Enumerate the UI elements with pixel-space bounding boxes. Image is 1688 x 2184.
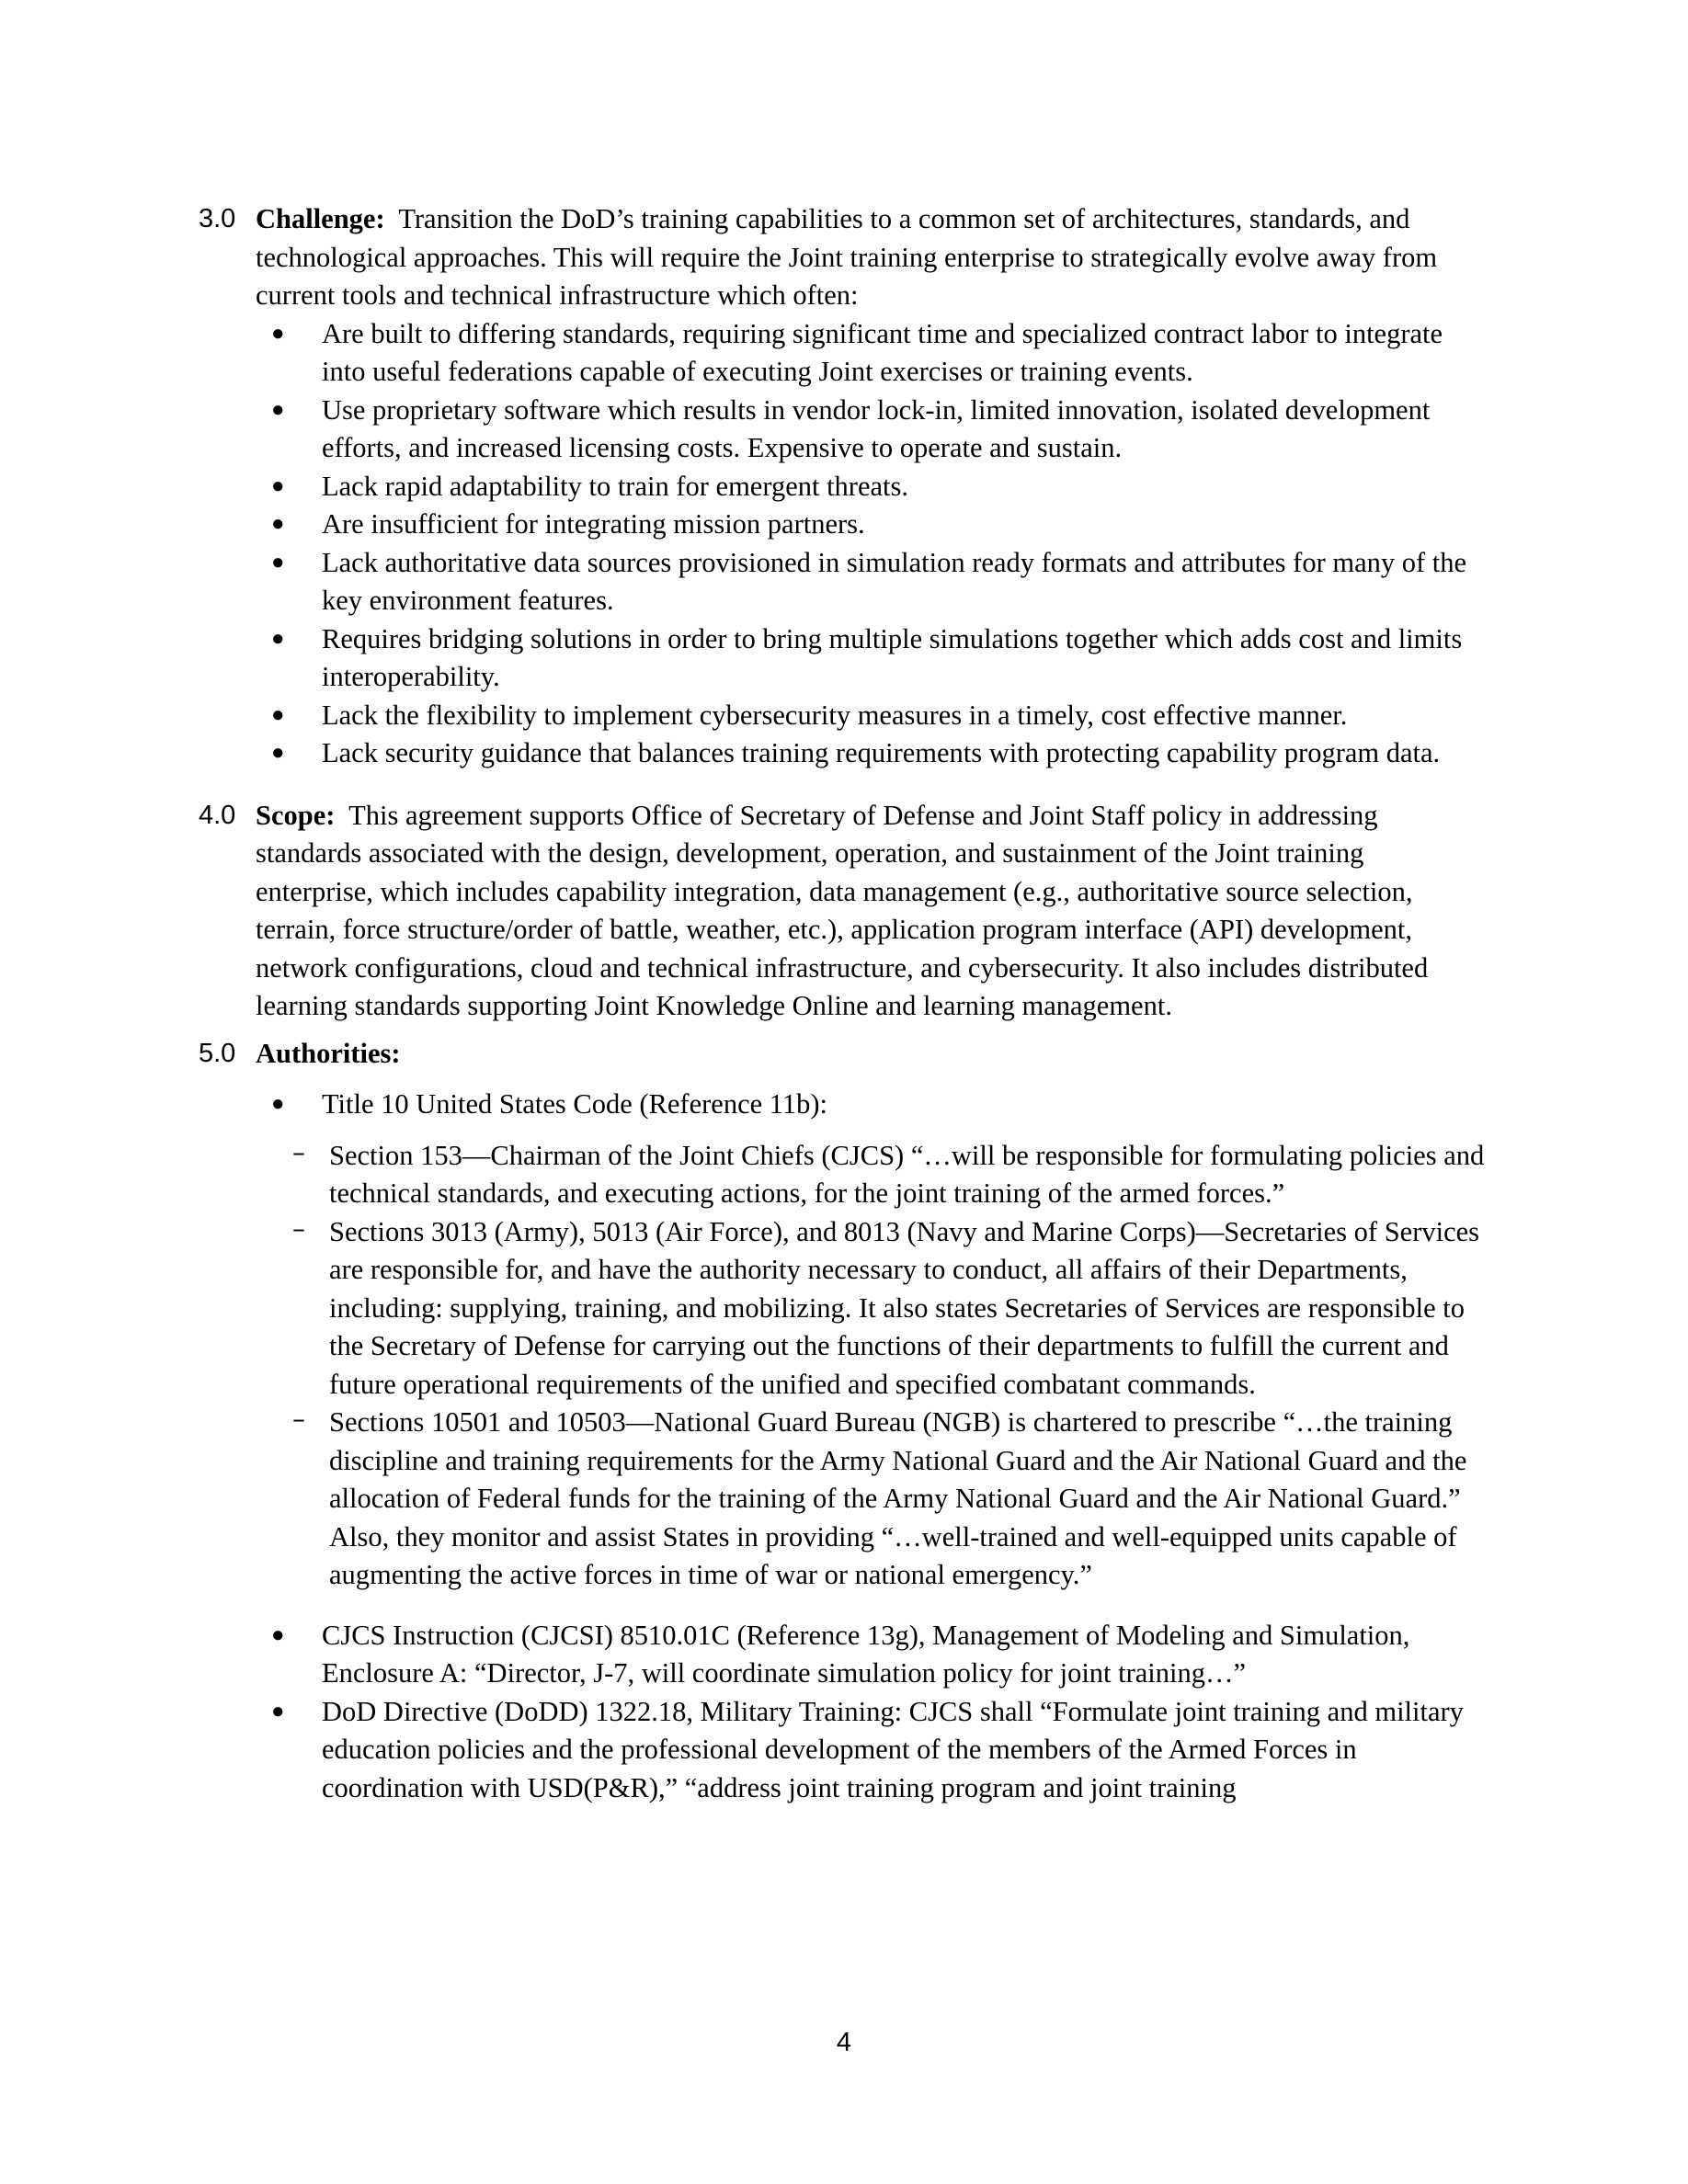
section-title: Authorities:: [256, 1037, 401, 1069]
list-item-text: Title 10 United States Code (Reference 11b):: [322, 1088, 828, 1120]
list-item: [256, 734, 1486, 773]
bullet-icon: ●: [271, 1699, 285, 1723]
page-number: 4: [836, 2028, 852, 2057]
dash-icon: –: [292, 1136, 305, 1167]
bullet-icon: ●: [271, 321, 285, 346]
bullet-icon: ●: [271, 397, 285, 422]
section-authorities: [199, 1035, 1486, 1808]
authorities-bullet-list: [256, 1086, 1486, 1807]
list-item-text: Are insufficient for integrating mission partners.: [322, 508, 865, 540]
bullet-icon: ●: [271, 626, 285, 651]
sub-list-item-text: Section 153—Chairman of the Joint Chiefs (CJCS) “…will be responsible for formulating policies and technical standards, and executing actions, for the joint training of the armed forces.”: [329, 1139, 1485, 1209]
section-number: 5.0: [199, 1038, 236, 1068]
list-item-text: Are built to differing standards, requiring significant time and specialized contract labor to integrate into useful federations capable of executing Joint exercises or training events.: [322, 317, 1443, 387]
bullet-icon: ●: [271, 550, 285, 574]
sub-list-item: [292, 1404, 1486, 1595]
title10-sublist: [292, 1137, 1486, 1595]
sub-list-item: [292, 1137, 1486, 1213]
section-challenge: [199, 200, 1486, 773]
section-title: Scope:: [256, 799, 336, 831]
sub-list-item-text: Sections 3013 (Army), 5013 (Air Force), and 8013 (Navy and Marine Corps)—Secretaries of Services are responsible for, and have the authority necessary to conduct, all affairs of their Departments, including: supplying, training, and mobilizing. It also states Secretaries of Services are responsible to the Secretary of Defense for carrying out the functions of their departments to fulfill the current and future operational requirements of the unified and specified combatant commands.: [329, 1215, 1480, 1400]
bullet-icon: ●: [271, 1092, 285, 1116]
page-content: [199, 200, 1486, 1807]
bullet-icon: ●: [271, 512, 285, 536]
dash-icon: –: [292, 1404, 305, 1434]
bullet-icon: ●: [271, 702, 285, 727]
list-item: [256, 1617, 1486, 1693]
spacer: [199, 773, 1486, 797]
bullet-icon: ●: [271, 741, 285, 765]
list-item: [256, 697, 1486, 735]
section-paragraph: [256, 200, 1486, 315]
spacer: [199, 1026, 1486, 1035]
list-item: [256, 392, 1486, 468]
bullet-icon: ●: [271, 1622, 285, 1647]
list-item: [256, 315, 1486, 392]
list-item: [256, 1693, 1486, 1808]
section-number: 4.0: [199, 800, 236, 830]
dash-icon: –: [292, 1212, 305, 1244]
list-item-text: Use proprietary software which results in vendor lock-in, limited innovation, isolated development efforts, and increased licensing costs. Expensive to operate and sustain.: [322, 393, 1431, 463]
section-paragraph: [256, 1035, 1486, 1074]
section-paragraph: [256, 797, 1486, 1026]
list-item: [256, 544, 1486, 620]
section-title: Challenge:: [256, 203, 385, 234]
section-number: 3.0: [199, 204, 236, 233]
section-intro: Transition the DoD’s training capabilities to a common set of architectures, standards, and technological approaches. This will require the Joint training enterprise to strategically evolve away from current tools and technical infrastructure which often:: [256, 203, 1438, 311]
list-item: [256, 506, 1486, 544]
section-scope: [199, 797, 1486, 1026]
bullet-icon: ●: [271, 473, 285, 498]
list-item: [256, 620, 1486, 697]
list-item-text: Lack security guidance that balances training requirements with protecting capability program data.: [322, 737, 1441, 768]
sub-list-item-text: Sections 10501 and 10503—National Guard Bureau (NGB) is chartered to prescribe “…the training discipline and training requirements for the Army National Guard and the Air National Guard and the allocation of Federal funds for the training of the Army National Guard and the Air National Guard.” Also, they monitor and assist States in providing “…well-trained and well-equipped units capable of augmenting the active forces in time of war or national emergency.”: [329, 1406, 1467, 1590]
list-item-text: Lack the flexibility to implement cybersecurity measures in a timely, cost effective manner.: [322, 699, 1348, 731]
list-item-text: DoD Directive (DoDD) 1322.18, Military Training: CJCS shall “Formulate joint training and military education policies and the professional development of the members of the Armed Forces in coordination with USD(P&R),” “address joint training program and joint training: [322, 1695, 1464, 1803]
list-item-text: CJCS Instruction (CJCSI) 8510.01C (Reference 13g), Management of Modeling and Simulation, Enclosure A: “Director, J-7, will coordinate simulation policy for joint training…”: [322, 1619, 1410, 1689]
sub-list-item: [292, 1213, 1486, 1405]
challenge-bullet-list: [256, 315, 1486, 773]
list-item: [256, 1086, 1486, 1617]
section-intro: This agreement supports Office of Secretary of Defense and Joint Staff policy in addressing standards associated with the design, development, operation, and sustainment of the Joint training enterprise, which includes capability integration, data management (e.g., authoritative source selection, terrain, force structure/order of battle, weather, etc.), application program interface (API) development, network configurations, cloud and technical infrastructure, and cybersecurity. It also includes distributed learning standards supporting Joint Knowledge Online and learning management.: [256, 799, 1429, 1021]
list-item-text: Lack rapid adaptability to train for emergent threats.: [322, 470, 908, 502]
list-item-text: Requires bridging solutions in order to bring multiple simulations together which adds cost and limits interoperability.: [322, 622, 1463, 692]
list-item: [256, 468, 1486, 506]
list-item-text: Lack authoritative data sources provisioned in simulation ready formats and attributes for many of the key environment features.: [322, 546, 1467, 616]
